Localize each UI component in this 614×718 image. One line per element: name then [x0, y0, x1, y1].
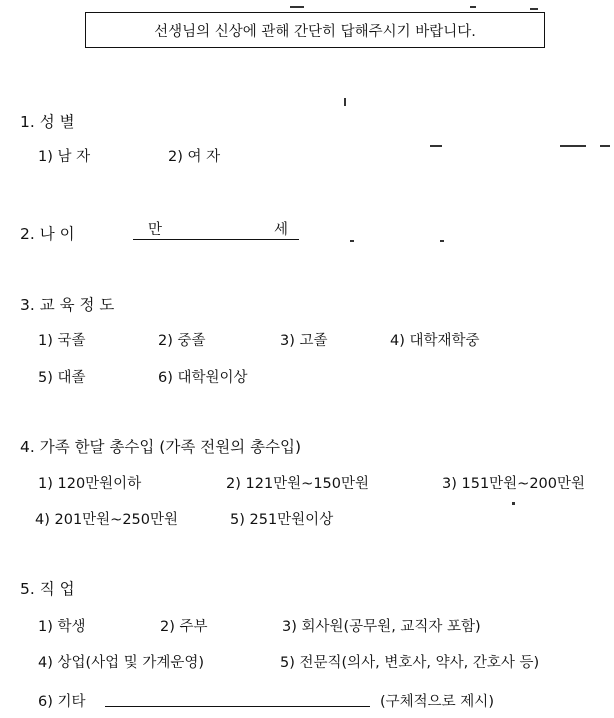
age-blank-line[interactable]: [133, 239, 299, 240]
option-income-5[interactable]: 5) 251만원이상: [230, 512, 334, 528]
question-income-title: 4. 가족 한달 총수입 (가족 전원의 총수입): [20, 438, 302, 456]
option-other[interactable]: 6) 기타: [38, 694, 86, 710]
option-homemaker[interactable]: 2) 주부: [160, 619, 208, 635]
option-in-college[interactable]: 4) 대학재학중: [390, 333, 480, 349]
age-unit-se: 세: [274, 222, 289, 238]
option-graduate-school[interactable]: 6) 대학원이상: [158, 370, 248, 386]
option-professional[interactable]: 5) 전문직(의사, 변호사, 약사, 간호사 등): [280, 655, 540, 671]
option-business[interactable]: 4) 상업(사업 및 가계운영): [38, 655, 205, 671]
option-income-1[interactable]: 1) 120만원이하: [38, 476, 142, 492]
scan-mark: [430, 145, 442, 147]
option-office-worker[interactable]: 3) 회사원(공무원, 교직자 포함): [282, 619, 481, 635]
scan-mark: [530, 8, 538, 10]
scan-mark: [344, 98, 346, 106]
option-income-4[interactable]: 4) 201만원~250만원: [35, 512, 179, 528]
scan-mark: [290, 6, 304, 8]
instruction-text: 선생님의 신상에 관해 간단히 답해주시기 바랍니다.: [154, 23, 476, 40]
other-specify-note: (구체적으로 제시): [380, 694, 494, 710]
option-college-grad[interactable]: 5) 대졸: [38, 370, 86, 386]
option-student[interactable]: 1) 학생: [38, 619, 86, 635]
question-age-title: 2. 나 이: [20, 225, 75, 243]
option-elementary[interactable]: 1) 국졸: [38, 333, 86, 349]
scan-mark: [600, 145, 610, 147]
scan-mark: [470, 6, 476, 8]
scan-mark: [512, 502, 515, 505]
question-gender-title: 1. 성 별: [20, 113, 75, 131]
option-income-3[interactable]: 3) 151만원~200만원: [442, 476, 586, 492]
instruction-box: [85, 12, 545, 48]
option-female[interactable]: 2) 여 자: [168, 149, 221, 165]
scan-mark: [560, 145, 586, 147]
other-blank-line[interactable]: [105, 706, 370, 707]
age-unit-man: 만: [148, 222, 163, 238]
scan-mark: [350, 240, 354, 242]
option-high-school[interactable]: 3) 고졸: [280, 333, 328, 349]
scan-mark: [440, 240, 444, 242]
option-male[interactable]: 1) 남 자: [38, 149, 91, 165]
question-education-title: 3. 교 육 정 도: [20, 296, 115, 314]
question-occupation-title: 5. 직 업: [20, 580, 75, 598]
option-middle-school[interactable]: 2) 중졸: [158, 333, 206, 349]
option-income-2[interactable]: 2) 121만원~150만원: [226, 476, 370, 492]
